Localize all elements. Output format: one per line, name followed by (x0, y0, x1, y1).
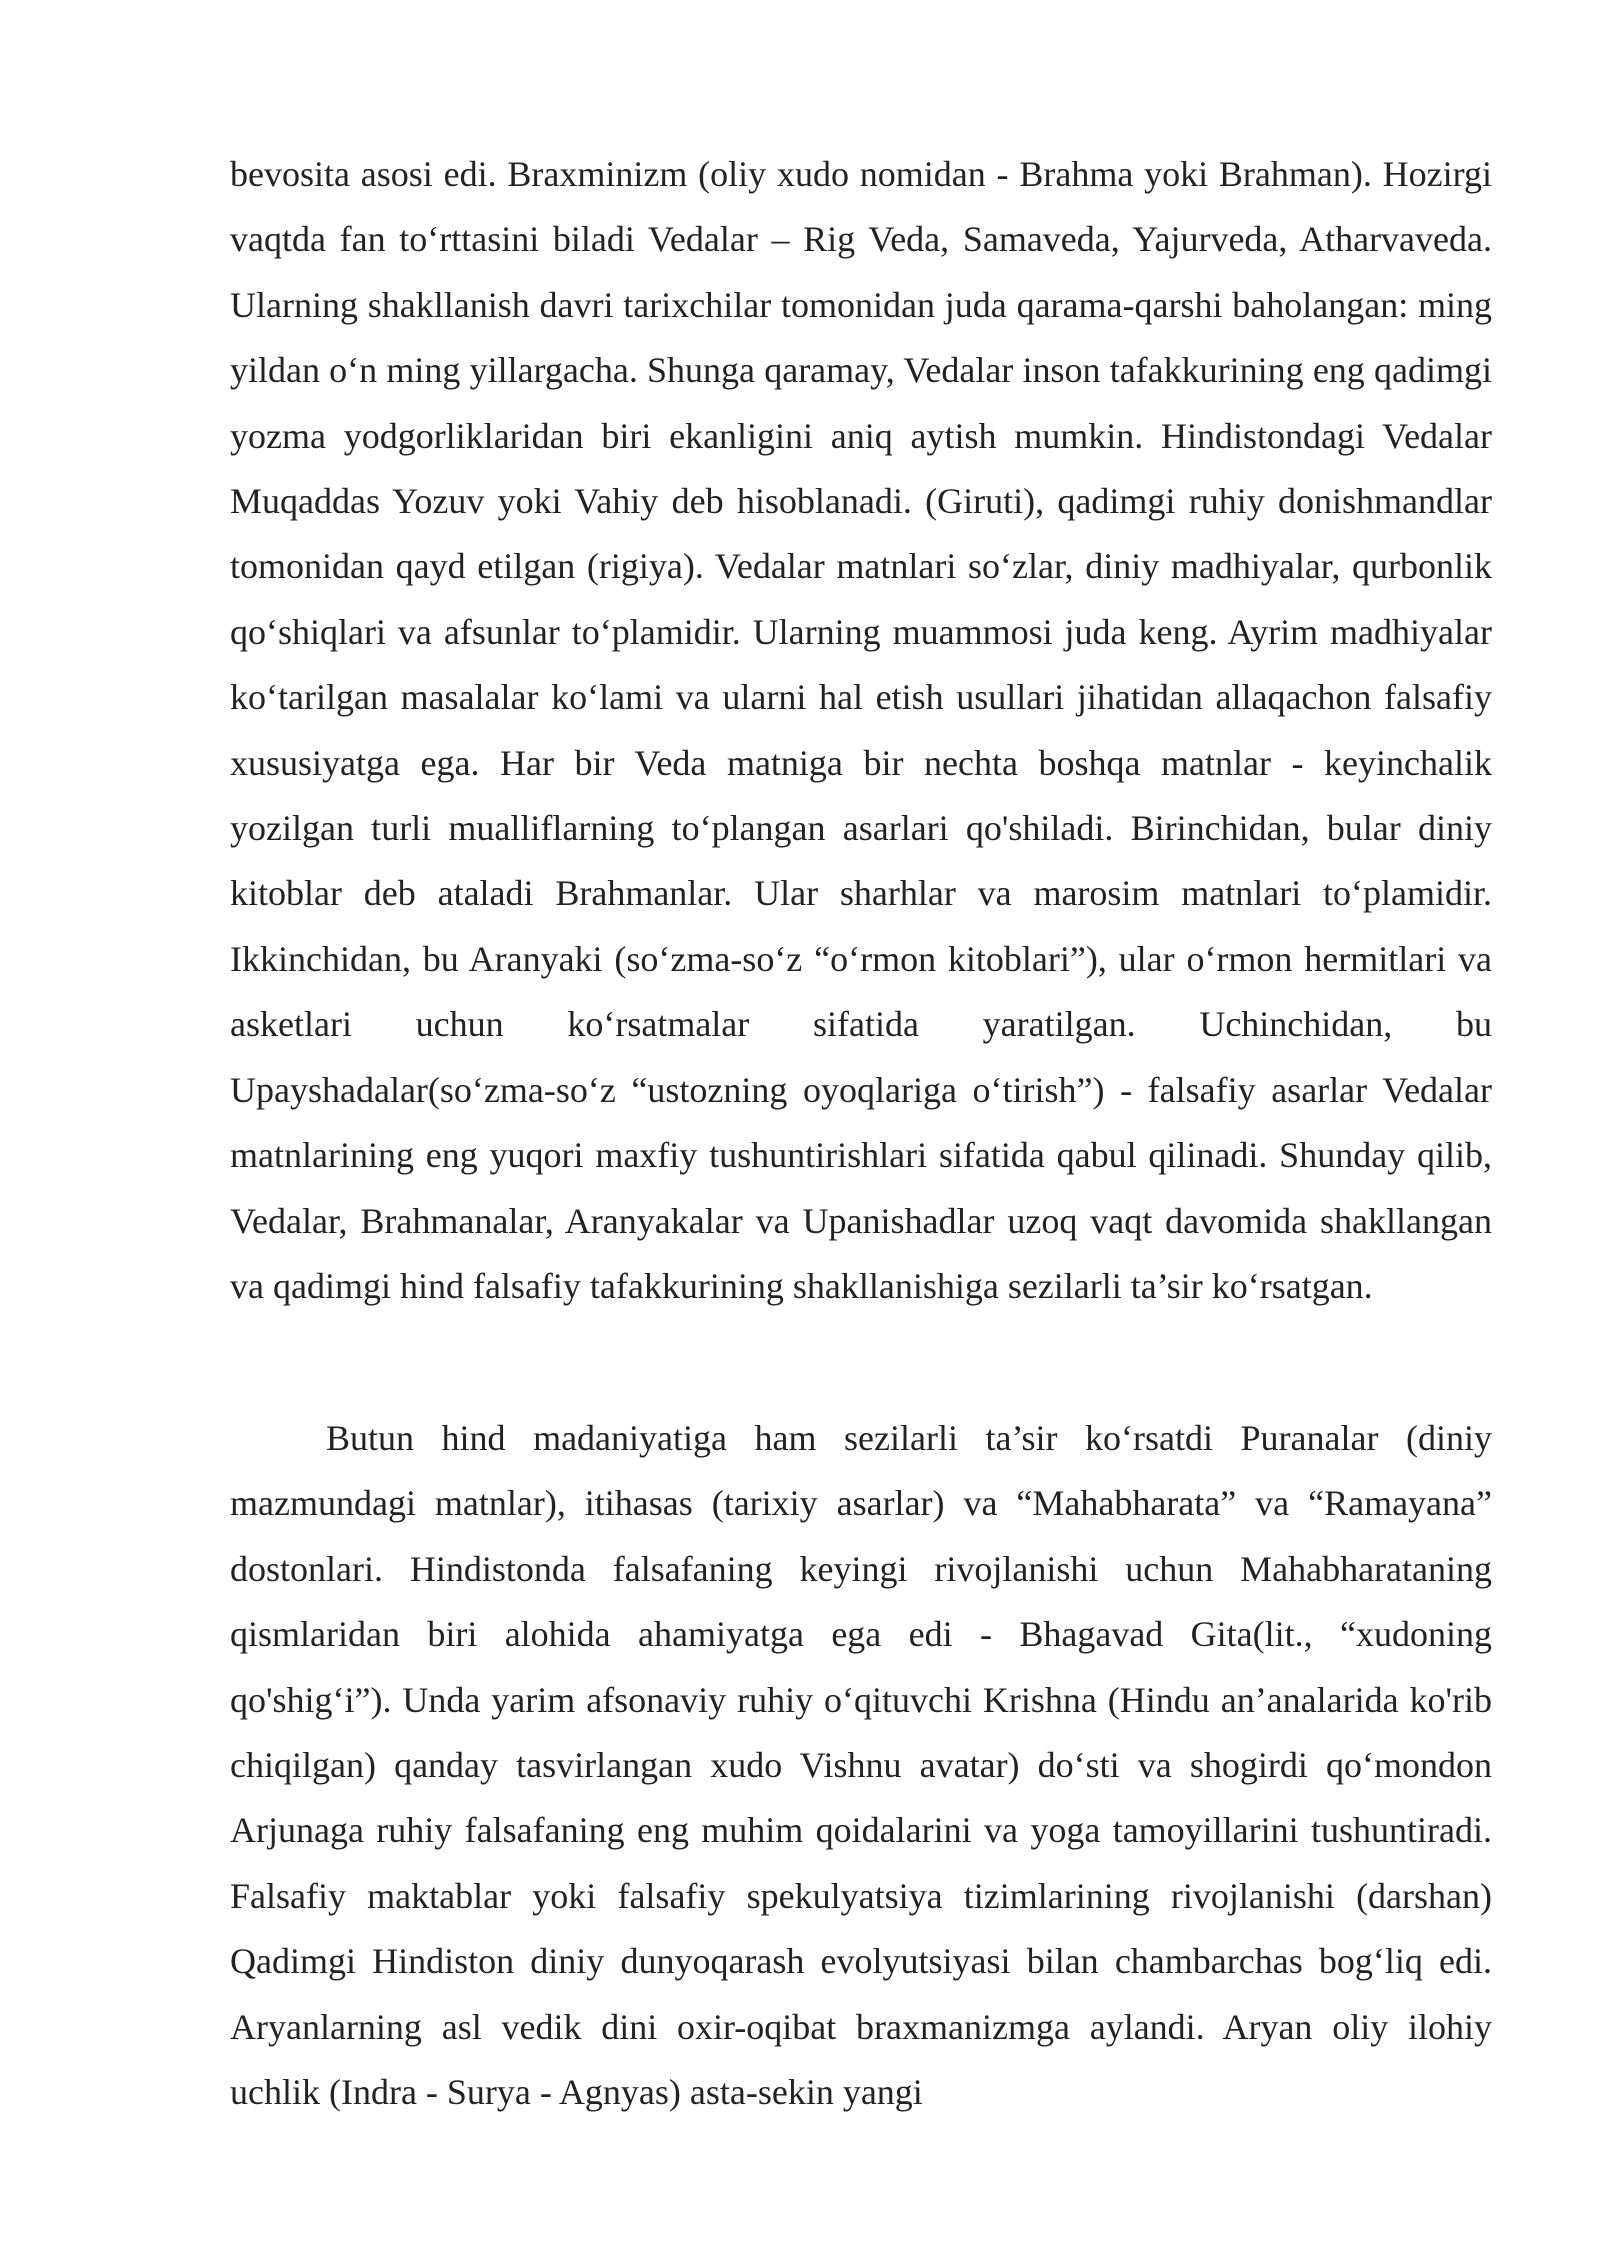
body-paragraph-2: Butun hind madaniyatiga ham sezilarli ta’sir ko‘rsatdi Puranalar (diniy mazmundagi matnlar), itihasas (tarixiy asarlar) va “Mahabharata” va “Ramayana” dostonlari. Hindistonda falsafaning keyingi rivojlanishi uchun Mahabharataning qismlaridan biri alohida ahamiyatga ega edi - Bhagavad Gita(lit., “xudoning qo'shig‘i”). Unda yarim afsonaviy ruhiy o‘qituvchi Krishna (Hindu an’analarida ko'rib chiqilgan) qanday tasvirlangan xudo Vishnu avatar) do‘sti va shogirdi qo‘mondon Arjunaga ruhiy falsafaning eng muhim qoidalarini va yoga tamoyillarini tushuntiradi. Falsafiy maktablar yoki falsafiy spekulyatsiya tizimlarining rivojlanishi (darshan) Qadimgi Hindiston diniy dunyoqarash evolyutsiyasi bilan chambarchas bog‘liq edi. Aryanlarning asl vedik dini oxir-oqibat braxmanizmga aylandi. Aryan oliy ilohiy uchlik (Indra - Surya - Agnyas) asta-sekin yangi (230, 1418, 1492, 2113)
body-paragraph-1: bevosita asosi edi. Braxminizm (oliy xudo nomidan - Brahma yoki Brahman). Hozirgi vaqtda fan to‘rttasini biladi Vedalar – Rig Veda, Samaveda, Yajurveda, Atharvaveda. Ularning shakllanish davri tarixchilar tomonidan juda qarama-qarshi baholangan: ming yildan o‘n ming yillargacha. Shunga qaramay, Vedalar inson tafakkurining eng qadimgi yozma yodgorliklaridan biri ekanligini aniq aytish mumkin. Hindistondagi Vedalar Muqaddas Yozuv yoki Vahiy deb hisoblanadi. (Giruti), qadimgi ruhiy donishmandlar tomonidan qayd etilgan (rigiya). Vedalar matnlari so‘zlar, diniy madhiyalar, qurbonlik qo‘shiqlari va afsunlar to‘plamidir. Ularning muammosi juda keng. Ayrim madhiyalar ko‘tarilgan masalalar ko‘lami va ularni hal etish usullari jihatidan allaqachon falsafiy xususiyatga ega. Har bir Veda matniga bir nechta boshqa matnlar - keyinchalik yozilgan turli mualliflarning to‘plangan asarlari qo'shiladi. Birinchidan, bular diniy kitoblar deb ataladi Brahmanlar. Ular sharhlar va marosim matnlari to‘plamidir. Ikkinchidan, bu Aranyaki (so‘zma-so‘z “o‘rmon kitoblari”), ular o‘rmon hermitlari va asketlari uchun ko‘rsatmalar sifatida yaratilgan. Uchinchidan, bu Upayshadalar(so‘zma-so‘z “ustozning oyoqlariga o‘tirish”) - falsafiy asarlar Vedalar matnlarining eng yuqori maxfiy tushuntirishlari sifatida qabul qilinadi. Shunday qilib, Vedalar, Brahmanalar, Aranyakalar va Upanishadlar uzoq vaqt davomida shakllangan va qadimgi hind falsafiy tafakkurining shakllanishiga sezilarli ta’sir ko‘rsatgan. (230, 154, 1492, 1306)
